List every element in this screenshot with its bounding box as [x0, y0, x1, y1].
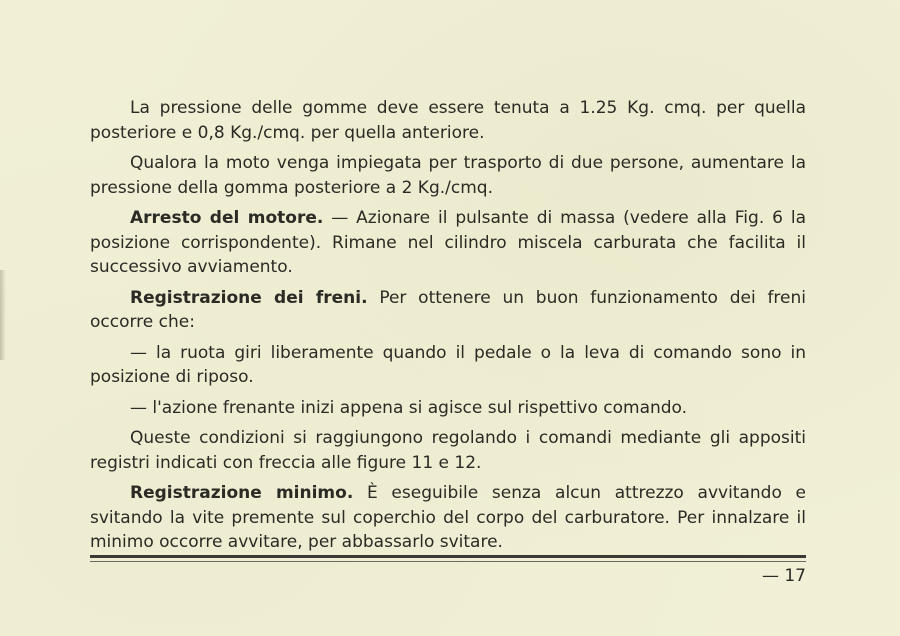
paragraph-two-passengers — [90, 151, 806, 200]
section-heading: Registrazione dei freni. — [130, 287, 368, 308]
paragraph-text: Qualora la moto venga impiegata per trasporto di due persone, aumentare la pressione della gomma posteriore a 2 Kg./cmq. — [90, 153, 806, 198]
section-heading: Registrazione minimo. — [130, 483, 354, 503]
footer-rule-thin — [90, 561, 806, 562]
paragraph-text: La pressione delle gomme deve essere tenuta a 1.25 Kg. cmq. per quella posteriore e 0,8 Kg./cmq. per quella anteriore. — [90, 98, 806, 143]
paragraph-text: — Azionare il pulsante di massa (vedere alla Fig. 6 la posizione corrispondente). Rimane nel cilindro miscela carburata che facilita il successivo avviamento. — [90, 208, 806, 277]
body-text — [90, 96, 806, 561]
paragraph-tire-pressure — [90, 96, 806, 145]
paragraph-text: — l'azione frenante inizi appena si agisce sul rispettivo comando. — [130, 397, 688, 418]
paragraph-brake-condition-1 — [90, 341, 806, 390]
paragraph-text: — la ruota giri liberamente quando il pedale o la leva di comando sono in posizione di riposo. — [90, 342, 806, 387]
binding-shadow — [0, 270, 6, 360]
paragraph-text: Queste condizioni si raggiungono regolando i comandi mediante gli appositi registri indicati con freccia alle figure 11 e 12. — [90, 428, 806, 473]
paragraph-brake-condition-2 — [90, 396, 806, 421]
paragraph-text: Per ottenere un buon funzionamento dei freni occorre che: — [90, 287, 806, 332]
paragraph-brake-adjustment — [90, 286, 806, 335]
paragraph-engine-stop — [90, 206, 806, 280]
section-heading: Arresto del motore. — [130, 208, 324, 228]
paragraph-text: È eseguibile senza alcun attrezzo avvitando e svitando la vite premente sul coperchio del corpo del carburatore. Per innalzare il minimo occorre avvitare, per abbassarlo svitare. — [90, 483, 806, 552]
paragraph-registers — [90, 426, 806, 475]
page-number: — 17 — [761, 566, 806, 586]
footer-rule — [90, 555, 806, 558]
paragraph-idle-adjustment — [90, 481, 806, 555]
